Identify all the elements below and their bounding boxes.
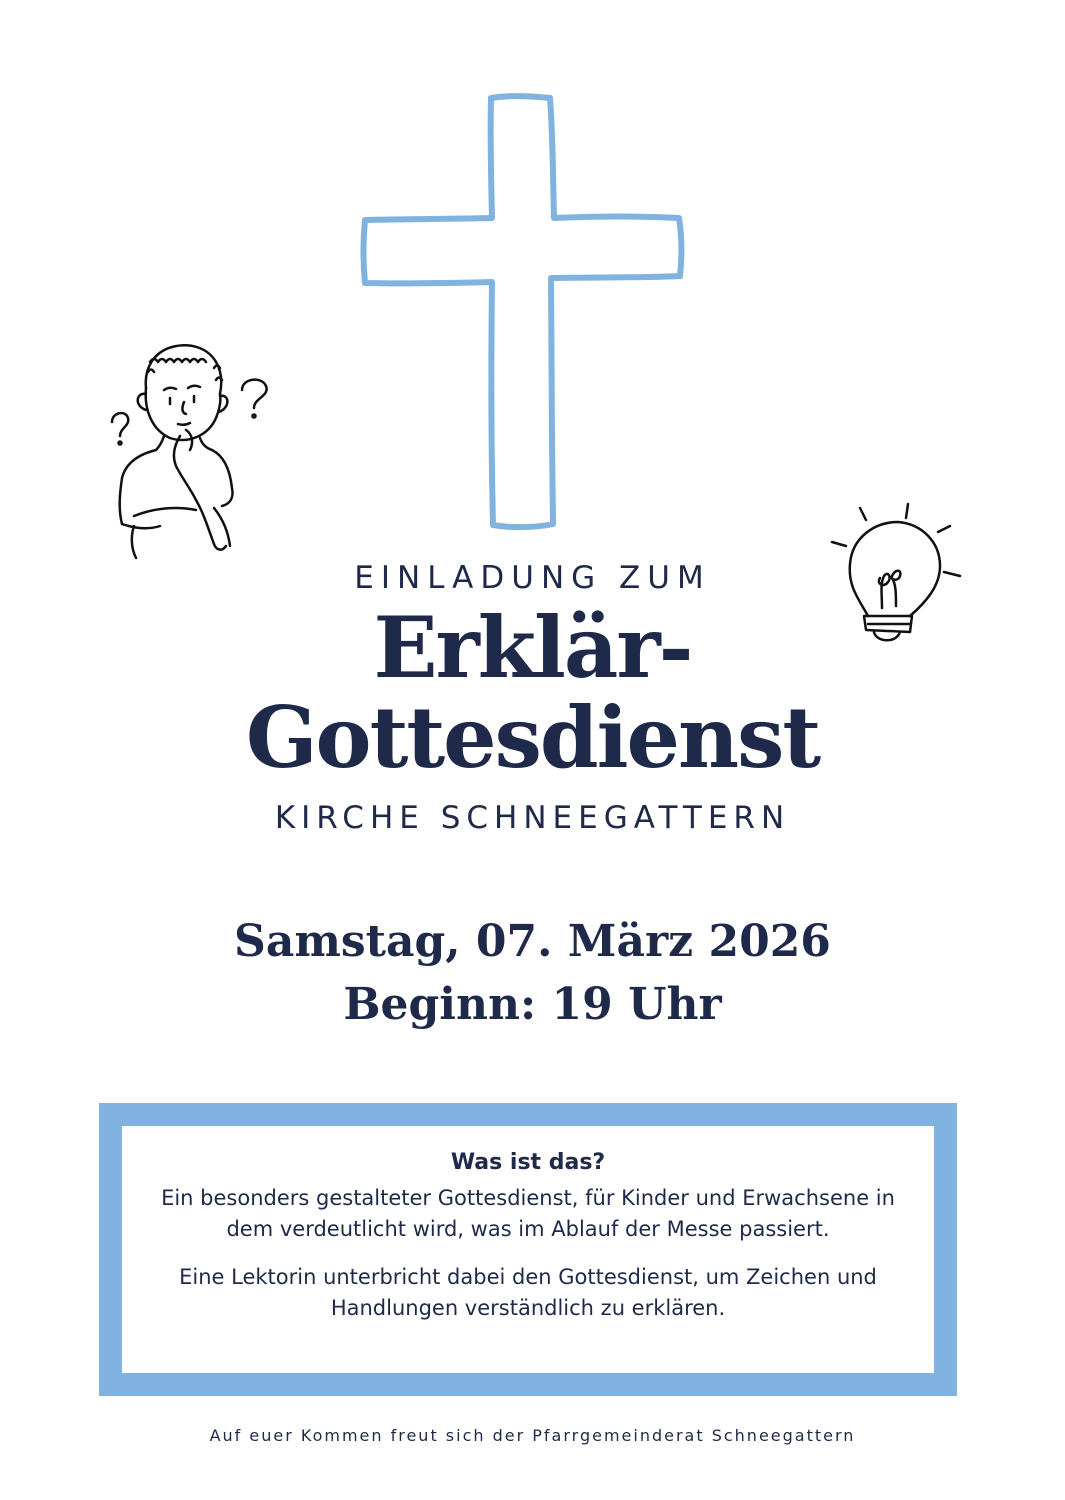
thinking-child-icon (104, 338, 279, 563)
location-text: KIRCHE SCHNEEGATTERN (274, 800, 791, 836)
info-box (99, 1103, 957, 1396)
footer-text: Auf euer Kommen freut sich der Pfarrgemeinderat Schneegattern (209, 1426, 856, 1445)
event-date: Samstag, 07. März 2026 (234, 916, 831, 967)
info-heading: Was ist das? (450, 1150, 606, 1175)
page-title-line1: Erklär- (373, 598, 692, 697)
info-paragraph1-line1: Ein besonders gestalteter Gottesdienst, für Kinder und Erwachsene in (161, 1186, 895, 1210)
event-time: Beginn: 19 Uhr (343, 979, 722, 1030)
cross-icon (360, 92, 685, 532)
info-paragraph2-line2: Handlungen verständlich zu erklären. (330, 1296, 726, 1320)
page-title-line2: Gottesdienst (245, 688, 820, 787)
info-paragraph2-line1: Eine Lektorin unterbricht dabei den Gottesdienst, um Zeichen und (179, 1265, 877, 1289)
intro-text: EINLADUNG ZUM (354, 560, 711, 596)
info-paragraph1-line2: dem verdeutlicht wird, was im Ablauf der Messe passiert. (226, 1217, 830, 1241)
